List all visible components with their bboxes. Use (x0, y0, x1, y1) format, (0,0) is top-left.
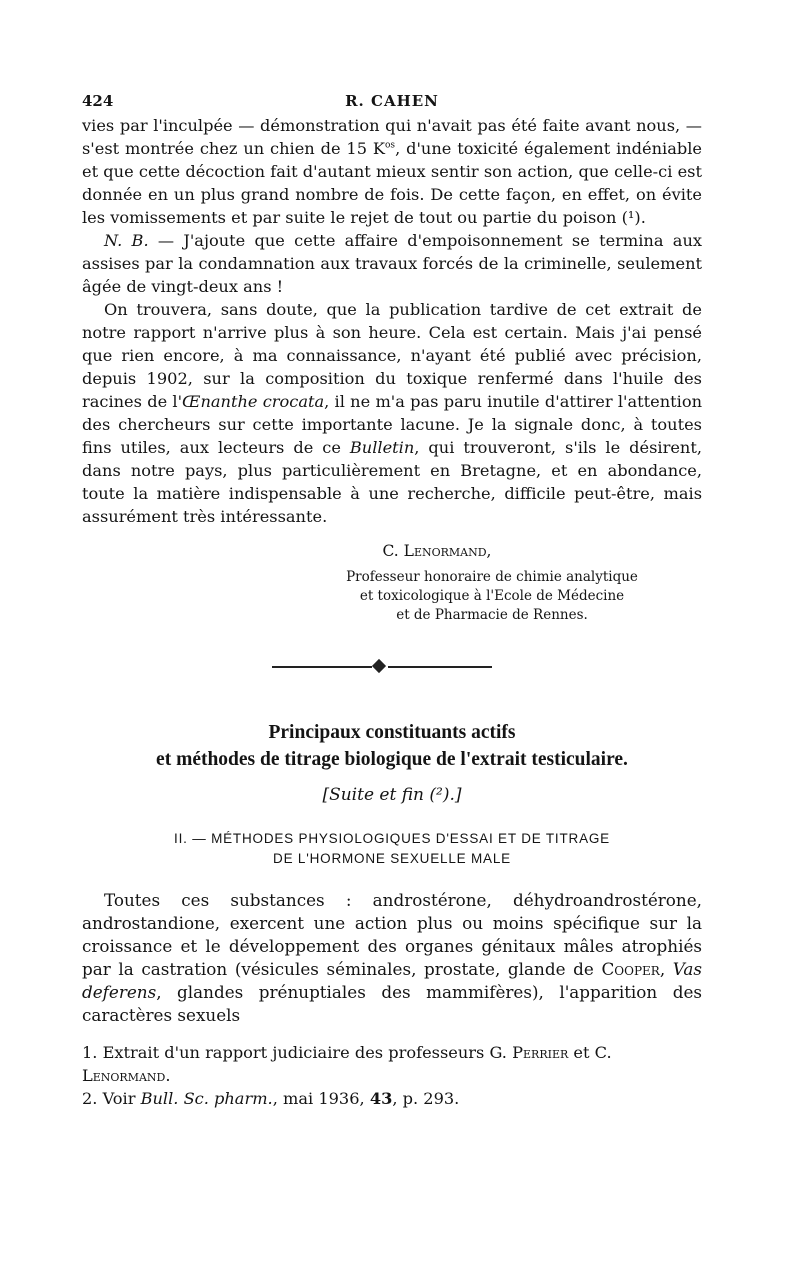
section-heading (82, 829, 702, 869)
subtitle-text: [Suite et fin (²).] (322, 785, 462, 805)
italic-journal: Bull. Sc. pharm. (140, 1089, 273, 1108)
small-caps-name: Perrier (512, 1043, 569, 1062)
signature-line: et toxicologique à l'Ecole de Médecine (359, 588, 625, 604)
text-span: vies par l'inculpée — démonstration qui n'avait pas été faite avant nous, — s'est montrée chez un chien de 15 K (82, 116, 702, 158)
text-span: On trouvera, sans doute, que la publication tardive de cet extrait de notre rapport n'arrive plus à son heure. Cela est certain. Mais j'ai pensé que rien encore, à ma connaissance, n'ayant été publié avec précision, depuis 1902, sur la composition du toxique renfermé dans l'huile des racines de l' (82, 300, 702, 411)
text-span: , qui trouveront, s'ils le désirent, dans notre pays, plus particulièrement en Bretagne, et en abondance, toute la matière indispensable à une recherche, difficile peut-être, mais assurément très intéressante. (82, 438, 702, 526)
diamond-icon (372, 659, 386, 673)
text-span: — J'ajoute que cette affaire d'empoisonnement se termina aux assises par la condamnation aux travaux forcés de la criminelle, seulement âgée de vingt-deux ans ! (82, 231, 702, 296)
text-span: Toutes ces substances : androstérone, déhydroandrostérone, androstandione, exercent une action plus ou moins spécifique sur la croissance et le développement des organes génitaux mâles atrophiés par la castration (vésicules séminales, prostate, glande de (82, 890, 702, 979)
page-number: 424 (82, 92, 114, 110)
nb-label: N. B. (104, 231, 149, 250)
article-title-line: et méthodes de titrage biologique de l'extrait testiculaire. (156, 749, 628, 770)
text-span: , p. 293. (392, 1089, 460, 1108)
running-head (82, 88, 702, 114)
text-span: 2. Voir (82, 1089, 141, 1108)
section-body (82, 889, 702, 1027)
text-span: 1. Extrait d'un rapport judiciaire des professeurs G. (82, 1043, 513, 1062)
article-title (82, 719, 702, 773)
footnote-ref: (¹). (621, 208, 646, 227)
signature-block (282, 542, 702, 625)
text-span: , il ne m'a pas paru inutile d'attirer l'attention des chercheurs sur cette importante lacune. Je la signale donc, à toutes fins utiles, aux lecteurs de ce (82, 392, 703, 457)
paragraph-nb (82, 229, 702, 298)
italic-bulletin: Bulletin (349, 438, 415, 457)
page (82, 88, 702, 1110)
bold-volume: 43 (369, 1089, 393, 1108)
signature-line: et de Pharmacie de Rennes. (396, 607, 588, 623)
text-span: . (165, 1066, 171, 1085)
divider-rule-left (272, 666, 372, 668)
section-heading-line: DE L'HORMONE SEXUELLE MALE (273, 851, 511, 866)
article-title-line: Principaux constituants actifs (268, 722, 516, 743)
footnote-1 (82, 1041, 702, 1087)
italic-term: Vas deferens (82, 959, 702, 1002)
paragraph-conclusion (82, 298, 702, 528)
text-span: , d'une toxicité également indéniable et que cette décoction fait d'autant mieux sentir son action, que celle-ci est donnée en un plus grand nombre de fois. De cette façon, en effet, on évite les vomissements et par suite le rejet de tout ou partie du poison (82, 139, 702, 227)
section-heading-line: II. — MÉTHODES PHYSIOLOGIQUES D'ESSAI ET DE TITRAGE (174, 831, 610, 846)
footnote-2 (82, 1087, 702, 1110)
text-span: , mai 1936, (272, 1089, 370, 1108)
running-head-author: R. CAHEN (345, 92, 439, 110)
text-span: , glandes prénuptiales des mammifères), l'apparition des caractères sexuels (82, 982, 702, 1025)
paragraph-continuation (82, 114, 702, 229)
small-caps-name: Cooper (601, 959, 660, 979)
italic-species: Œnanthe crocata (182, 392, 325, 411)
section-divider-ornament (82, 655, 702, 679)
divider-rule-right (388, 666, 492, 668)
article-subtitle (82, 785, 702, 805)
signature-line: Professeur honoraire de chimie analytique (346, 569, 638, 585)
small-caps-name: Lenormand (82, 1066, 166, 1085)
text-span: et C. (568, 1043, 612, 1062)
paragraph-article (82, 889, 702, 1027)
superscript: os (385, 140, 396, 151)
footnotes (82, 1041, 702, 1110)
text-span: , (659, 959, 673, 979)
signature-name: C. Lenormand, (382, 542, 492, 560)
